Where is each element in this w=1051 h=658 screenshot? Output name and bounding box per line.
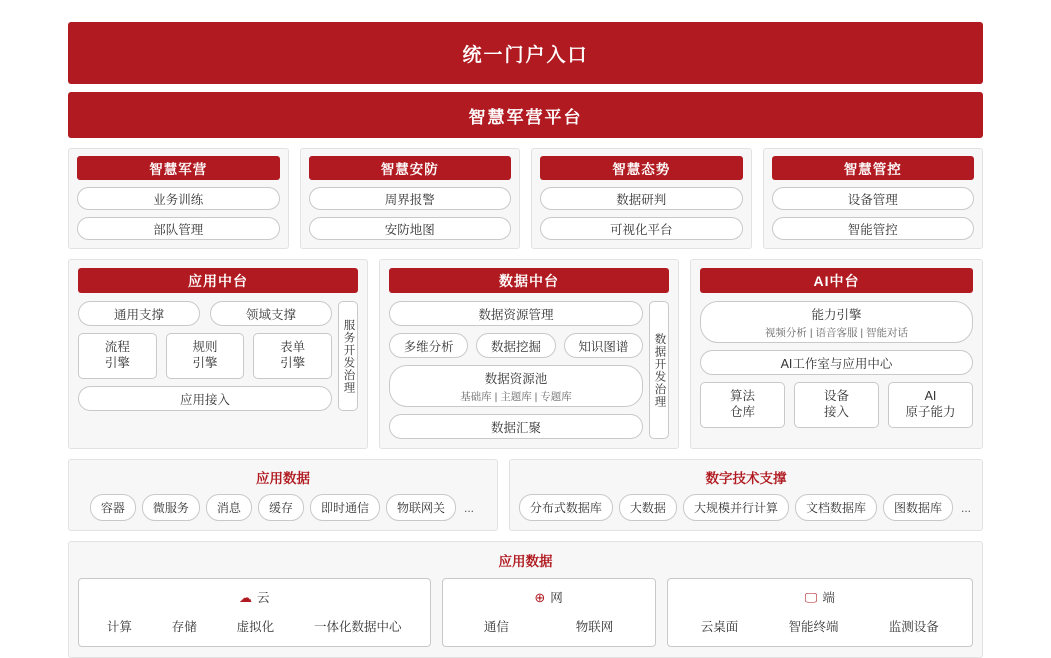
app-data-tag[interactable]: 消息 <box>206 494 252 521</box>
domain-card-smart-security <box>300 148 521 249</box>
app-platform-title: 应用中台 <box>78 268 358 293</box>
domain-item[interactable]: 数据研判 <box>540 187 743 210</box>
engine-line1: 表单 <box>280 340 306 355</box>
engine-line1: 规则 <box>192 340 218 355</box>
infra-item[interactable]: 物联网 <box>575 620 614 634</box>
knowledge-graph[interactable]: 知识图谱 <box>564 333 643 358</box>
ai-atomic-capability[interactable] <box>888 382 973 428</box>
domain-item[interactable]: 智能管控 <box>772 217 975 240</box>
domain-title: 智慧管控 <box>772 156 975 180</box>
app-data-tag[interactable]: 即时通信 <box>310 494 380 521</box>
app-data-tag[interactable]: 物联网关 <box>386 494 456 521</box>
engine-line2: 引擎 <box>280 356 306 370</box>
infra-group-terminal <box>667 578 973 647</box>
domain-item[interactable]: 设备管理 <box>772 187 975 210</box>
infra-item[interactable]: 监测设备 <box>888 620 939 634</box>
infra-group-label: 端 <box>822 591 835 605</box>
block-line2: 原子能力 <box>905 405 956 419</box>
app-data-tag[interactable]: 缓存 <box>258 494 304 521</box>
portal-band: 统一门户入口 <box>68 22 983 84</box>
monitor-icon: 🖵 <box>804 589 818 605</box>
tech-support-card <box>509 459 983 531</box>
tech-support-tag[interactable]: 大规模并行计算 <box>683 494 789 521</box>
engine-line1: 流程 <box>104 340 130 355</box>
ai-platform-title: AI中台 <box>700 268 973 293</box>
domain-title: 智慧态势 <box>540 156 743 180</box>
domain-title: 智慧安防 <box>309 156 512 180</box>
app-data-title: 应用数据 <box>255 471 310 486</box>
app-access[interactable]: 应用接入 <box>78 386 332 411</box>
domain-item[interactable]: 周界报警 <box>309 187 512 210</box>
ai-algorithm-repo[interactable] <box>700 382 785 428</box>
domain-item[interactable]: 业务训练 <box>77 187 280 210</box>
data-resource-management[interactable]: 数据资源管理 <box>389 301 643 326</box>
block-line1: 设备 <box>823 389 849 404</box>
data-platform-title: 数据中台 <box>389 268 669 293</box>
data-aggregation[interactable]: 数据汇聚 <box>389 414 643 439</box>
domain-item[interactable]: 可视化平台 <box>540 217 743 240</box>
app-side-label: 服务开发治理 <box>338 301 358 411</box>
domain-item[interactable]: 安防地图 <box>309 217 512 240</box>
engine-line2: 引擎 <box>192 356 218 370</box>
app-platform-card <box>68 259 368 449</box>
block-line2: 仓库 <box>729 405 755 419</box>
platform-band: 智慧军营平台 <box>68 92 983 138</box>
engine-rule[interactable] <box>166 333 245 379</box>
infra-item[interactable]: 一体化数据中心 <box>314 620 402 634</box>
infrastructure-card <box>68 541 983 658</box>
ai-device-access[interactable] <box>794 382 879 428</box>
support-row <box>68 459 983 531</box>
mid-platform-row <box>68 259 983 449</box>
app-support-domain[interactable]: 领域支撑 <box>210 301 332 326</box>
infra-group-network <box>442 578 656 647</box>
data-resource-pool[interactable] <box>389 365 643 407</box>
app-data-more: ... <box>463 500 474 515</box>
domain-card-smart-barracks <box>68 148 289 249</box>
data-platform-card <box>379 259 679 449</box>
domain-item[interactable]: 部队管理 <box>77 217 280 240</box>
ai-platform-card <box>690 259 983 449</box>
tech-support-tag[interactable]: 大数据 <box>619 494 677 521</box>
infra-item[interactable]: 虚拟化 <box>236 620 275 634</box>
infra-group-label: 网 <box>550 591 563 605</box>
data-side-label: 数据开发治理 <box>649 301 669 439</box>
engine-title: 能力引擎 <box>811 307 862 322</box>
domain-title: 智慧军营 <box>77 156 280 180</box>
cloud-icon: ☁ <box>239 589 252 605</box>
data-mining[interactable]: 数据挖掘 <box>476 333 555 358</box>
block-line2: 接入 <box>823 405 849 419</box>
infra-item[interactable]: 智能终端 <box>788 620 839 634</box>
tech-support-title: 数字技术支撑 <box>705 471 787 486</box>
domain-card-smart-control <box>763 148 984 249</box>
globe-icon: ⊕ <box>534 589 546 605</box>
infrastructure-title: 应用数据 <box>498 554 553 569</box>
ai-studio[interactable]: AI工作室与应用中心 <box>700 350 973 375</box>
block-line1: 算法 <box>729 389 755 404</box>
pool-sub: 基础库 | 主题库 | 专题库 <box>460 390 572 403</box>
infra-item[interactable]: 通信 <box>483 620 509 634</box>
app-data-card <box>68 459 498 531</box>
infra-item[interactable]: 存储 <box>171 620 197 634</box>
tech-support-tag[interactable]: 图数据库 <box>883 494 953 521</box>
engine-sub: 视频分析 | 语音客服 | 智能对话 <box>764 326 909 339</box>
app-support-general[interactable]: 通用支撑 <box>78 301 200 326</box>
ai-capability-engine[interactable] <box>700 301 973 343</box>
infra-group-cloud <box>78 578 431 647</box>
domain-row <box>68 148 983 249</box>
pool-title: 数据资源池 <box>484 371 548 386</box>
engine-form[interactable] <box>253 333 332 379</box>
infra-item[interactable]: 云桌面 <box>700 620 739 634</box>
tech-support-tag[interactable]: 文档数据库 <box>795 494 877 521</box>
app-data-tag[interactable]: 容器 <box>90 494 136 521</box>
domain-card-smart-situation <box>531 148 752 249</box>
app-data-tag[interactable]: 微服务 <box>142 494 200 521</box>
engine-process[interactable] <box>78 333 157 379</box>
engine-line2: 引擎 <box>104 356 130 370</box>
data-multidim-analysis[interactable]: 多维分析 <box>389 333 468 358</box>
tech-support-tag[interactable]: 分布式数据库 <box>519 494 613 521</box>
tech-support-more: ... <box>960 500 971 515</box>
infra-item[interactable]: 计算 <box>106 620 132 634</box>
block-line1: AI <box>924 389 937 404</box>
infra-group-label: 云 <box>257 591 270 605</box>
